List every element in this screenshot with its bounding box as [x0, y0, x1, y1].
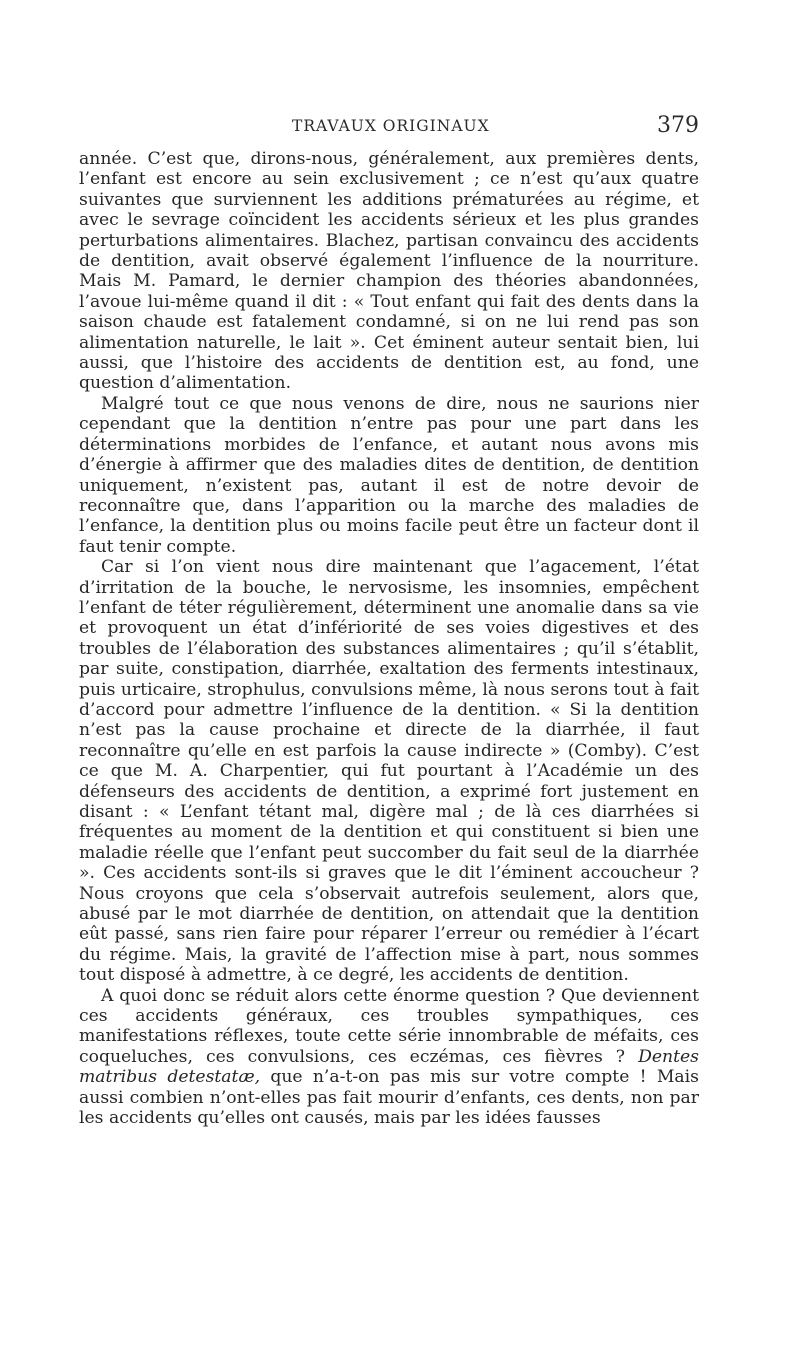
- paragraph-1: année. C’est que, dirons-nous, généralement, aux premières dents, l’enfant est encore au sein exclusivement ; ce n’est qu’aux quatre suivantes que surviennent les additions prématurées au régime, et avec le sevrage coïncident les accidents sérieux et les plus grandes perturbations alimentaires. Blachez, partisan convaincu des accidents de dentition, avait observé également l’influence de la nourriture. Mais M. Pamard, le dernier champion des théories abandonnées, l’avoue lui-même quand il dit : « Tout enfant qui fait des dents dans la saison chaude est fatalement condamné, si on ne lui rend pas son alimentation naturelle, le lait ». Cet éminent auteur sentait bien, lui aussi, que l’histoire des accidents de dentition est, au fond, une question d’alimentation.: [79, 149, 699, 394]
- paragraph-2: Malgré tout ce que nous venons de dire, nous ne saurions nier cependant que la dentition n’entre pas pour une part dans les déterminations morbides de l’enfance, et autant nous avons mis d’énergie à affirmer que des maladies dites de dentition, de dentition uniquement, n’existent pas, autant il est de notre devoir de reconnaître que, dans l’apparition ou la marche des maladies de l’enfance, la dentition plus ou moins facile peut être un facteur dont il faut tenir compte.: [79, 393, 699, 557]
- body-text: [79, 149, 699, 1129]
- latin-quote: Dentes matribus detestatæ,: [79, 1046, 699, 1088]
- page-number: 379: [657, 113, 699, 138]
- page-header: [79, 115, 699, 139]
- running-head: TRAVAUX ORIGINAUX: [292, 117, 490, 135]
- paragraph-4-text-before: A quoi donc se réduit alors cette énorme question ? Que deviennent ces accidents généraux, ces troubles sympathiques, ces manifestations réflexes, toute cette série innombrable de méfaits, ces coqueluches, ces convulsions, ces eczémas, ces fièvres ?: [79, 985, 699, 1067]
- paragraph-3: Car si l’on vient nous dire maintenant que l’agacement, l’état d’irritation de la bouche, le nervosisme, les insomnies, empêchent l’enfant de téter régulièrement, déterminent une anomalie dans sa vie et provoquent un état d’infériorité de ses voies digestives et des troubles de l’élaboration des substances alimentaires ; qu’il s’établit, par suite, constipation, diarrhée, exaltation des ferments intestinaux, puis urticaire, strophulus, convulsions même, là nous serons tout à fait d’accord pour admettre l’influence de la dentition. « Si la dentition n’est pas la cause prochaine et directe de la diarrhée, il faut reconnaître qu’elle en est parfois la cause indirecte » (Comby). C’est ce que M. A. Charpentier, qui fut pourtant à l’Académie un des défenseurs des accidents de dentition, a exprimé fort justement en disant : « L’enfant tétant mal, digère mal ; de là ces diarrhées si fréquentes au moment de la dentition et qui constituent si bien une maladie réelle que l’enfant peut succomber du fait seul de la diarrhée ». Ces accidents sont-ils si graves que le dit l’éminent accoucheur ? Nous croyons que cela s’observait autrefois seulement, alors que, abusé par le mot diarrhée de dentition, on attendait que la dentition eût passé, sans rien faire pour réparer l’erreur ou remédier à l’écart du régime. Mais, la gravité de l’affection mise à part, nous sommes tout disposé à admettre, à ce degré, les accidents de dentition.: [79, 557, 699, 986]
- paragraph-4: [79, 986, 699, 1129]
- paragraph-4-text-after: que n’a-t-on pas mis sur votre compte ! Mais aussi combien n’ont-elles pas fait mourir d’enfants, ces dents, non par les accidents qu’elles ont causés, mais par les idées fausses: [79, 1067, 699, 1129]
